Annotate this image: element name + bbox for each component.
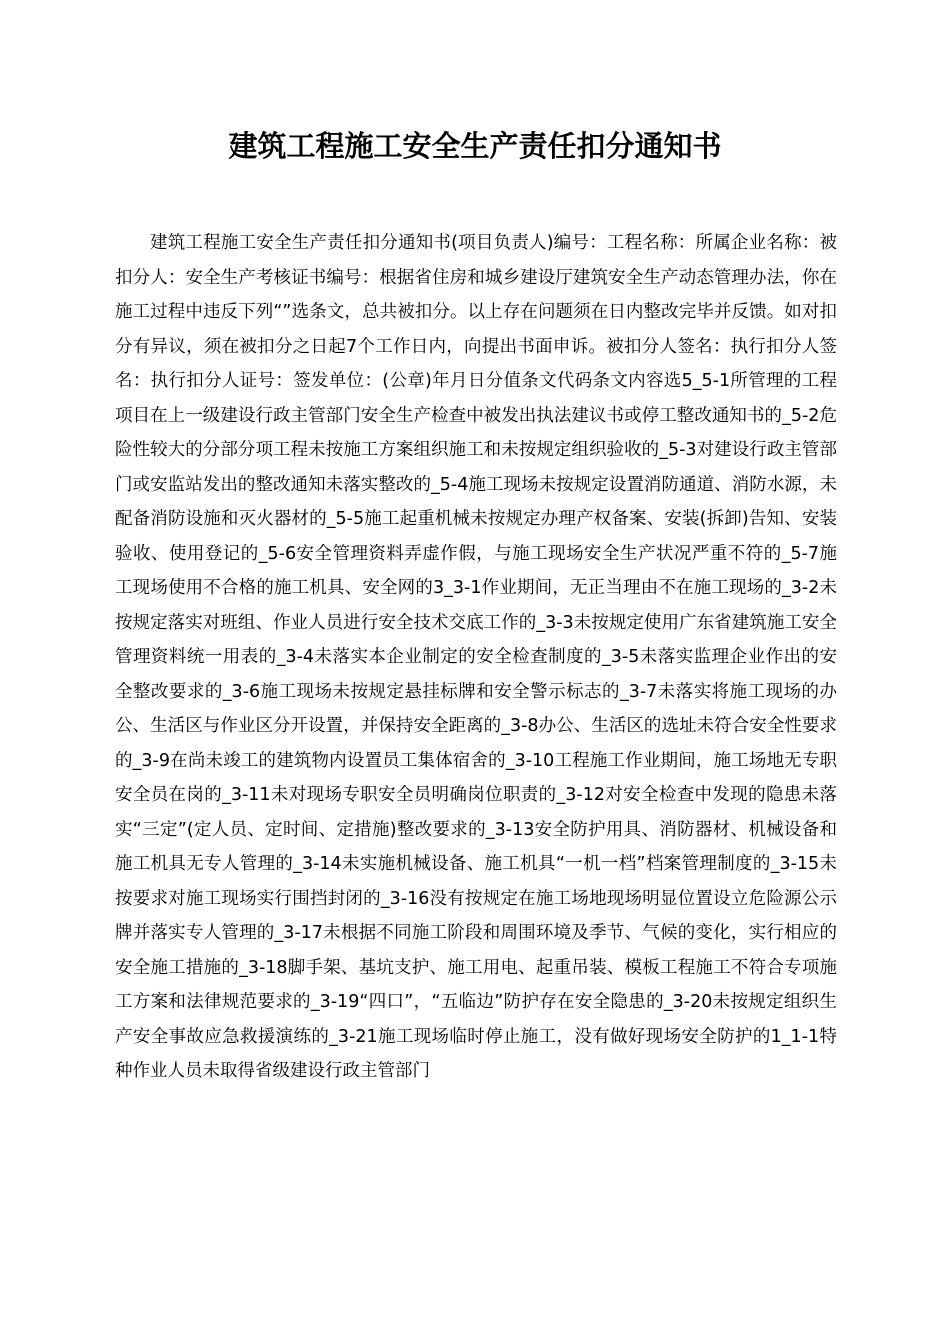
document-body-paragraph: 建筑工程施工安全生产责任扣分通知书(项目负责人)编号：工程名称：所属企业名称：被扣分人：安全生产考核证书编号：根据省住房和城乡建设厅建筑安全生产动态管理办法，你在施工过程中违反下列“”选条文，总共被扣分。以上存在问题须在日内整改完毕并反馈。如对扣分有异议，须在被扣分之日起7个工作日内，向提出书面申诉。被扣分人签名：执行扣分人签名：执行扣分人证号：签发单位：(公章)年月日分值条文代码条文内容选5_5-1所管理的工程项目在上一级建设行政主管部门安全生产检查中被发出执法建议书或停工整改通知书的_5-2危险性较大的分部分项工程未按施工方案组织施工和未按规定组织验收的_5-3对建设行政主管部门或安监站发出的整改通知未落实整改的_5-4施工现场未按规定设置消防通道、消防水源，未配备消防设施和灭火器材的_5-5施工起重机械未按规定办理产权备案、安装(拆卸)告知、安装验收、使用登记的_5-6安全管理资料弄虚作假，与施工现场安全生产状况严重不符的_5-7施工现场使用不合格的施工机具、安全网的3_3-1作业期间，无正当理由不在施工现场的_3-2未按规定落实对班组、作业人员进行安全技术交底工作的_3-3未按规定使用广东省建筑施工安全管理资料统一用表的_3-4未落实本企业制定的安全检查制度的_3-5未落实监理企业作出的安全整改要求的_3-6施工现场未按规定悬挂标牌和安全警示标志的_3-7未落实将施工现场的办公、生活区与作业区分开设置，并保持安全距离的_3-8办公、生活区的选址未符合安全性要求的_3-9在尚未竣工的建筑物内设置员工集体宿舍的_3-10工程施工作业期间，施工场地无专职安全员在岗的_3-11未对现场专职安全员明确岗位职责的_3-12对安全检查中发现的隐患未落实“三定”(定人员、定时间、定措施)整改要求的_3-13安全防护用具、消防器材、机械设备和施工机具无专人管理的_3-14未实施机械设备、施工机具“一机一档”档案管理制度的_3-15未按要求对施工现场实行围挡封闭的_3-16没有按规定在施工场地现场明显位置设立危险源公示牌并落实专人管理的_3-17未根据不同施工阶段和周围环境及季节、气候的变化，实行相应的安全施工措施的_3-18脚手架、基坑支护、施工用电、起重吊装、模板工程施工不符合专项施工方案和法律规范要求的_3-19“四口”，“五临边”防护存在安全隐患的_3-20未按规定组织生产安全事故应急救援演练的_3-21施工现场临时停止施工，没有做好现场安全防护的1_1-1特种作业人员未取得省级建设行政主管部门	[115, 233, 837, 1081]
document-title: 建筑工程施工安全生产责任扣分通知书	[228, 129, 722, 163]
